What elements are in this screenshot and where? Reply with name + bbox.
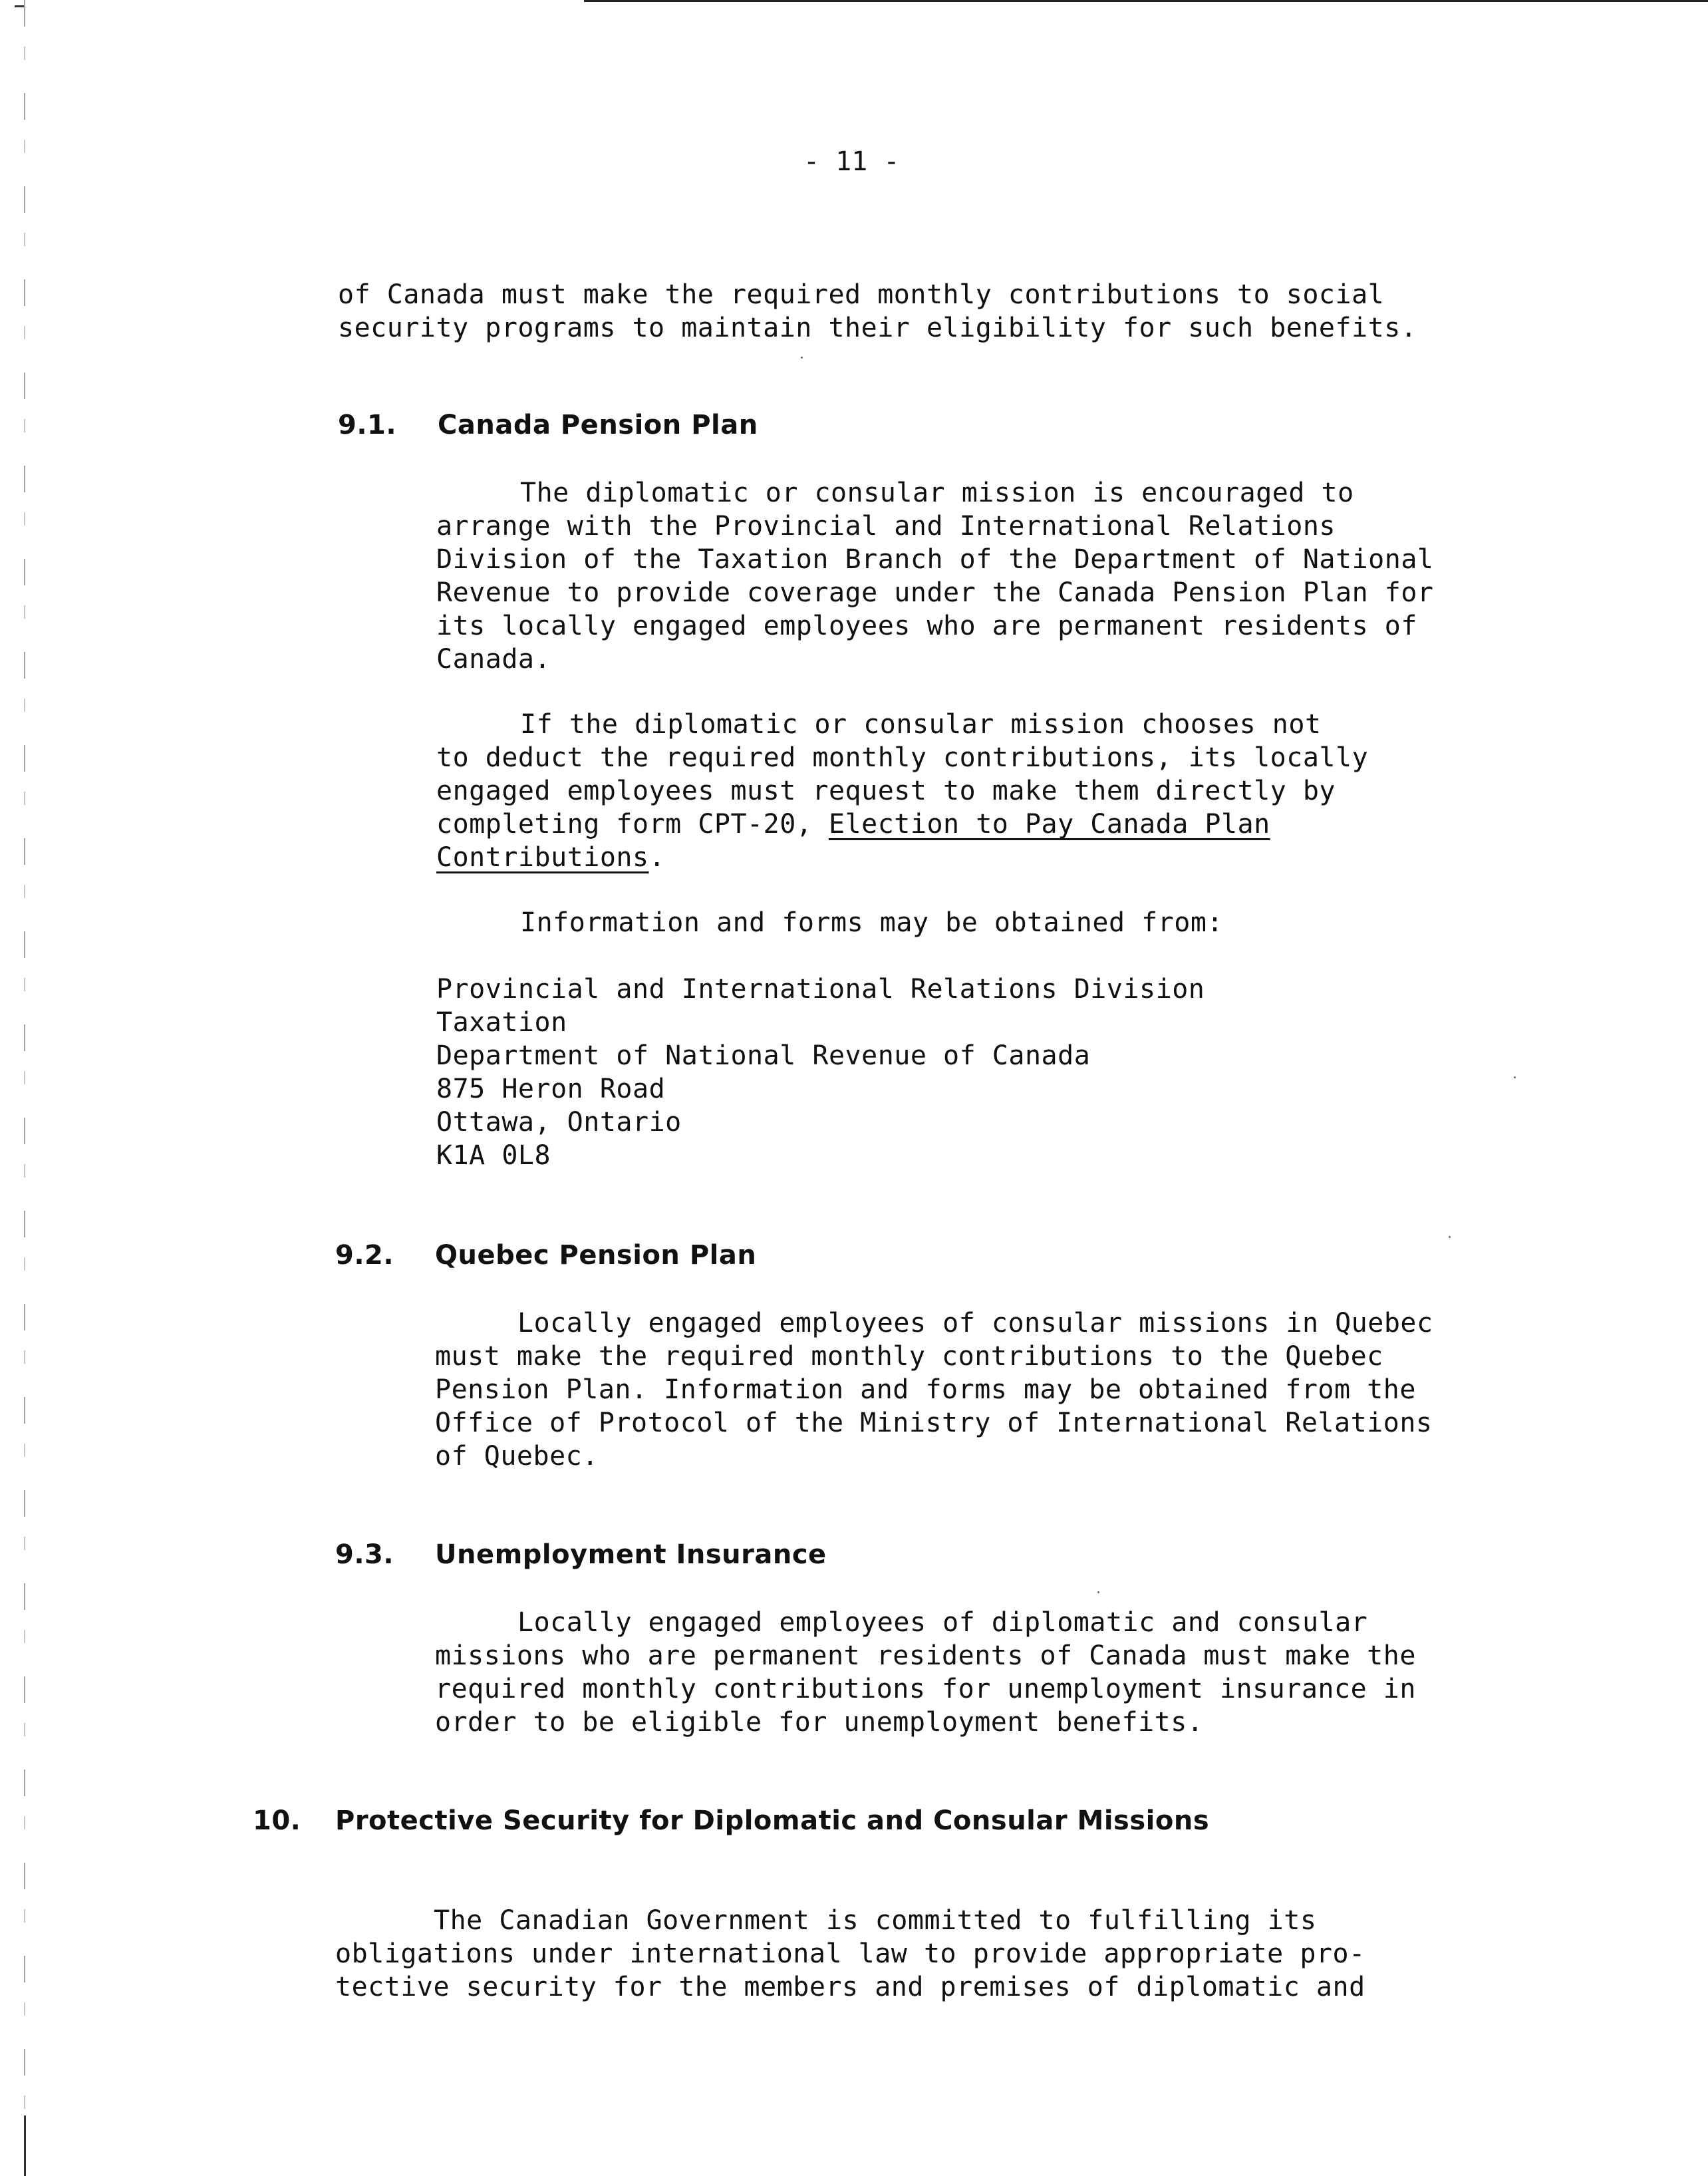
address-line: Ottawa, Ontario — [436, 1107, 682, 1138]
paragraph-line: obligations under international law to provide appropriate pro- — [335, 1939, 1365, 1969]
paragraph-line: Canada. — [436, 644, 551, 675]
paragraph-line: Pension Plan. Information and forms may be obtained from the — [435, 1374, 1416, 1405]
paragraph-line: Office of Protocol of the Ministry of International Relations — [435, 1408, 1433, 1438]
scan-speck — [1097, 1591, 1099, 1593]
scan-speck — [801, 357, 803, 359]
form-title-underlined: Election to Pay Canada Plan — [828, 809, 1270, 840]
section-number: 9.2. — [335, 1240, 394, 1271]
paragraph-text: . — [648, 842, 666, 873]
paragraph-line: Revenue to provide coverage under the Canada Pension Plan for — [436, 577, 1434, 608]
form-title-underlined: Contributions — [436, 842, 649, 873]
paragraph-line: must make the required monthly contributions to the Quebec — [435, 1341, 1383, 1372]
paragraph-line: to deduct the required monthly contributions, its locally — [436, 742, 1369, 773]
section-title: Quebec Pension Plan — [435, 1240, 757, 1271]
section-number: 9.3. — [335, 1539, 394, 1570]
top-rule — [584, 0, 1708, 2]
paragraph-line: Locally engaged employees of diplomatic and consular — [517, 1607, 1368, 1638]
paragraph-line: order to be eligible for unemployment benefits. — [435, 1707, 1204, 1738]
scan-left-edge-mark — [15, 5, 24, 7]
page-number: - 11 - — [803, 146, 900, 177]
paragraph-line — [436, 841, 665, 874]
address-line: K1A 0L8 — [436, 1140, 551, 1171]
paragraph-line: Locally engaged employees of consular missions in Quebec — [517, 1308, 1433, 1338]
scan-speck — [1514, 1076, 1516, 1078]
intro-line: of Canada must make the required monthly contributions to social — [338, 279, 1385, 310]
paragraph-line: missions who are permanent residents of Canada must make the — [435, 1640, 1416, 1671]
paragraph-line: required monthly contributions for unemployment insurance in — [435, 1674, 1416, 1704]
section-title: Unemployment Insurance — [435, 1539, 827, 1570]
paragraph-text: completing form CPT-20, — [436, 809, 829, 840]
paragraph-line: its locally engaged employees who are permanent residents of — [436, 611, 1417, 641]
paragraph-line: arrange with the Provincial and International Relations — [436, 511, 1336, 542]
section-number: 9.1. — [338, 410, 397, 440]
paragraph-line: tective security for the members and premises of diplomatic and — [335, 1972, 1365, 2002]
paragraph-line — [436, 808, 1270, 841]
address-line: 875 Heron Road — [436, 1074, 666, 1104]
section-title: Protective Security for Diplomatic and Consular Missions — [335, 1805, 1210, 1836]
intro-line: security programs to maintain their eligibility for such benefits. — [338, 313, 1417, 343]
scan-speck — [1449, 1236, 1451, 1238]
paragraph-line: Division of the Taxation Branch of the Department of National — [436, 544, 1434, 575]
scan-left-edge-bottom — [24, 2115, 26, 2176]
paragraph-line: of Quebec. — [435, 1441, 599, 1472]
paragraph-line: The diplomatic or consular mission is encouraged to — [520, 478, 1354, 508]
scan-left-edge — [24, 0, 25, 2176]
address-line: Taxation — [436, 1007, 567, 1038]
info-line: Information and forms may be obtained from: — [520, 907, 1224, 938]
section-title: Canada Pension Plan — [438, 410, 758, 440]
address-line: Provincial and International Relations Division — [436, 974, 1205, 1005]
paragraph-line: engaged employees must request to make them directly by — [436, 776, 1336, 806]
paragraph-line: The Canadian Government is committed to fulfilling its — [434, 1905, 1317, 1936]
paragraph-line: If the diplomatic or consular mission chooses not — [520, 709, 1322, 740]
address-line: Department of National Revenue of Canada — [436, 1040, 1091, 1071]
section-number: 10. — [253, 1805, 301, 1836]
